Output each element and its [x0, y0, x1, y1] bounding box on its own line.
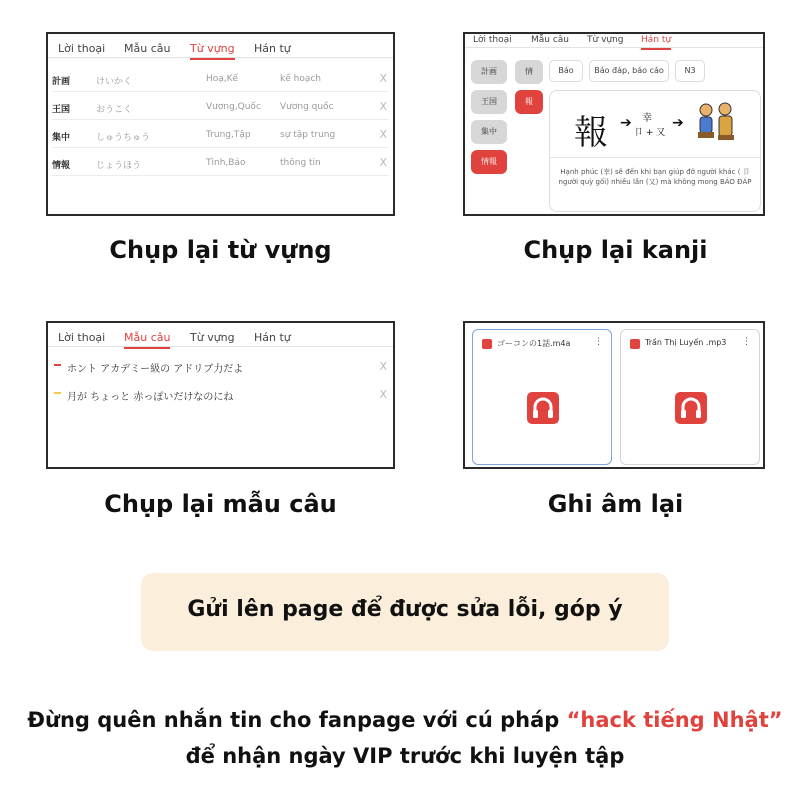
vocab-kanji: 集中 [52, 133, 71, 143]
arrow-icon: ➔ [672, 115, 684, 131]
footer-keyword: “hack tiếng Nhật” [566, 708, 783, 732]
footer-line-2: để nhận ngày VIP trước khi luyện tập [185, 744, 625, 768]
tab-sentence[interactable]: Mẫu câu [531, 35, 570, 45]
caption-audio: Ghi âm lại [547, 490, 684, 518]
sentence-row [52, 353, 389, 383]
tab-bar [465, 34, 763, 48]
arrow-icon: ➔ [620, 115, 632, 131]
vocab-meaning: kế hoạch [280, 74, 321, 84]
kanji-word-button[interactable]: 集中 [471, 120, 507, 144]
footer-line-1 [0, 708, 810, 732]
level-chip: N3 [675, 60, 705, 82]
meaning-chip: Báo [549, 60, 583, 82]
vocab-row [52, 148, 389, 176]
vocab-meaning: Vương quốc [280, 102, 334, 112]
tab-bar [48, 34, 393, 58]
meaning-chip: Báo đáp, báo cáo [589, 60, 669, 82]
tab-dialogue[interactable]: Lời thoại [58, 331, 106, 344]
headphones-icon [527, 392, 559, 424]
audio-file-card[interactable] [620, 329, 760, 465]
remove-button[interactable]: X [379, 388, 387, 401]
tab-kanji[interactable]: Hán tự [641, 35, 672, 45]
kneeling-people-illustration-icon [692, 101, 740, 143]
remove-button[interactable]: X [379, 72, 387, 85]
vocab-row [52, 64, 389, 92]
vocab-row [52, 92, 389, 120]
kanji-char-button[interactable]: 情 [515, 60, 543, 84]
vocab-kana: しゅうちゅう [96, 133, 151, 143]
vocab-meaning: thông tin [280, 158, 321, 168]
remove-button[interactable]: X [379, 360, 387, 373]
sentence-panel [46, 321, 395, 469]
vocab-kana: おうこく [96, 105, 133, 115]
cta-text: Gửi lên page để được sửa lỗi, góp ý [187, 597, 623, 622]
tab-kanji[interactable]: Hán tự [254, 331, 291, 344]
vocab-row [52, 120, 389, 148]
tab-dialogue[interactable]: Lời thoại [58, 42, 106, 55]
caption-kanji: Chụp lại kanji [523, 236, 708, 264]
remove-button[interactable]: X [379, 100, 387, 113]
vocab-hanviet: Trung,Tập [206, 130, 251, 140]
audio-file-name: Trần Thị Luyến .mp3 [645, 338, 727, 347]
kanji-panel [463, 32, 765, 216]
yellow-marker-icon [54, 392, 61, 394]
vocab-panel [46, 32, 395, 216]
audio-file-icon [630, 339, 640, 349]
vocab-hanviet: Tình,Báo [206, 158, 246, 168]
vocab-kana: じょうほう [96, 161, 142, 171]
kanji-part-top: 幸 [642, 113, 652, 124]
audio-file-icon [482, 339, 492, 349]
tab-sentence[interactable]: Mẫu câu [124, 42, 171, 55]
kanji-part-bottom: 卩 + 又 [634, 128, 666, 138]
vocab-hanviet: Hoạ,Kế [206, 74, 239, 84]
more-options-icon[interactable]: ⋮ [594, 337, 603, 347]
kanji-char-button-active[interactable]: 報 [515, 90, 543, 114]
kanji-card [549, 90, 761, 212]
sentence-text: ホント アカデミー級の アドリブ力だよ [67, 364, 244, 375]
vocab-kanji: 王国 [52, 105, 71, 115]
vocab-kana: けいかく [96, 77, 133, 87]
red-marker-icon [54, 364, 61, 366]
audio-panel [463, 321, 765, 469]
tab-bar [48, 323, 393, 347]
remove-button[interactable]: X [379, 128, 387, 141]
caption-sentence: Chụp lại mẫu câu [104, 490, 337, 518]
kanji-word-button[interactable]: 王国 [471, 90, 507, 114]
caption-vocab: Chụp lại từ vựng [109, 236, 332, 264]
vocab-hanviet: Vương,Quốc [206, 102, 261, 112]
headphones-icon [675, 392, 707, 424]
audio-file-name: ゴーコンの1話.m4a [497, 339, 571, 348]
kanji-word-button-active[interactable]: 情報 [471, 150, 507, 174]
vocab-kanji: 情報 [52, 161, 71, 171]
tab-vocab[interactable]: Từ vựng [190, 331, 235, 344]
tab-dialogue[interactable]: Lời thoại [473, 35, 512, 45]
sentence-text: 月が ちょっと 赤っぽいだけなのにね [67, 392, 234, 403]
cta-box [141, 573, 669, 651]
kanji-mnemonic: Hạnh phúc (幸) sẽ đến khi bạn giúp đỡ người khác ( 卩 người quỳ gối) nhiều lần (又) mà không mong BÁO ĐÁP [558, 168, 752, 186]
remove-button[interactable]: X [379, 156, 387, 169]
vocab-kanji: 計画 [52, 77, 71, 87]
sentence-row [52, 381, 389, 411]
footer-text: Đừng quên nhắn tin cho fanpage với cú pháp [27, 708, 567, 732]
big-kanji: 報 [574, 113, 608, 153]
vocab-meaning: sự tập trung [280, 130, 336, 140]
tab-vocab[interactable]: Từ vựng [587, 35, 624, 45]
kanji-word-button[interactable]: 計画 [471, 60, 507, 84]
tab-vocab[interactable]: Từ vựng [190, 42, 235, 55]
audio-file-card[interactable] [472, 329, 612, 465]
more-options-icon[interactable]: ⋮ [742, 337, 751, 347]
tab-sentence[interactable]: Mẫu câu [124, 331, 171, 344]
tab-kanji[interactable]: Hán tự [254, 42, 291, 55]
